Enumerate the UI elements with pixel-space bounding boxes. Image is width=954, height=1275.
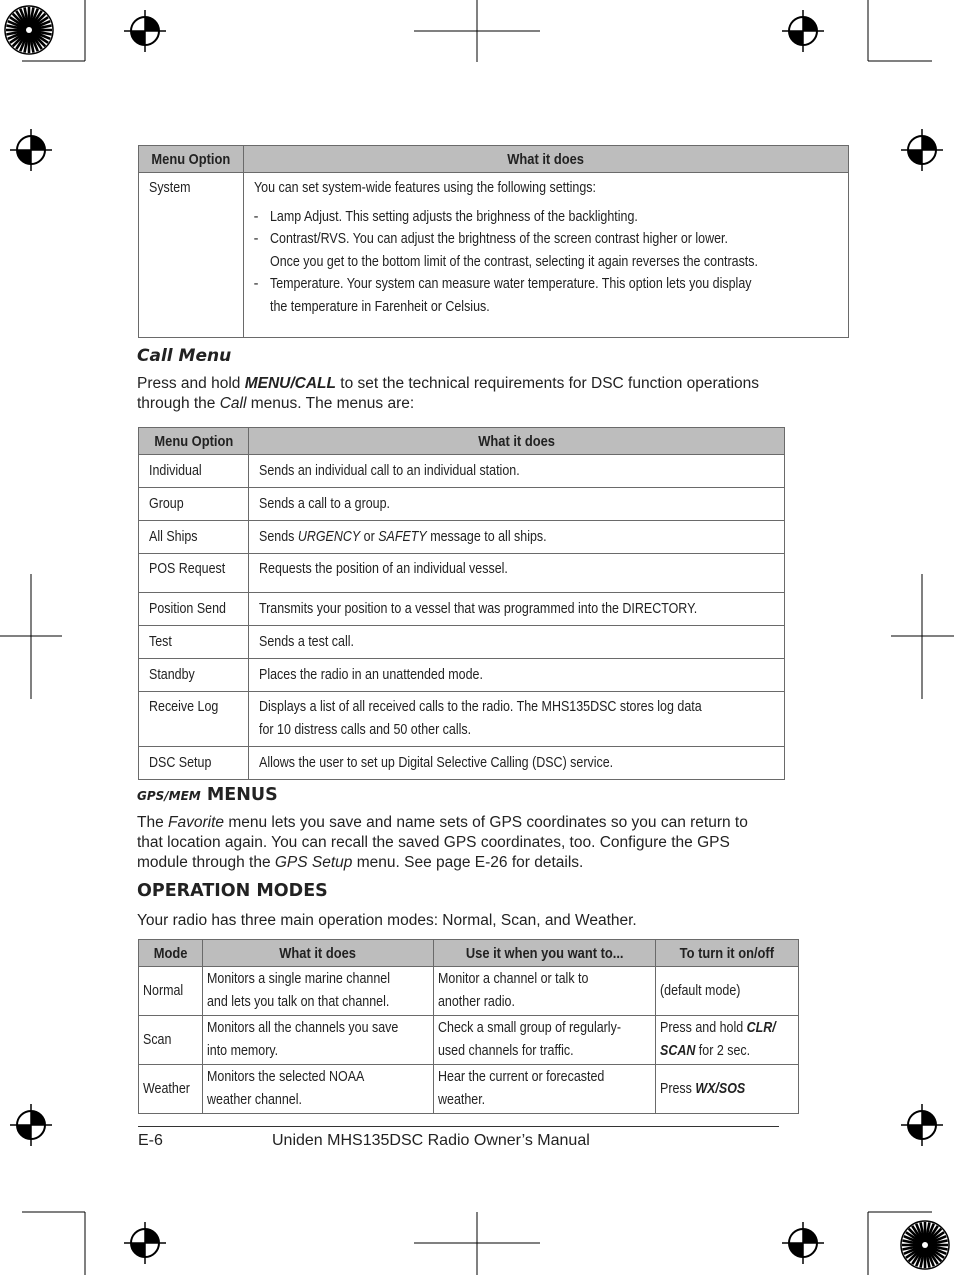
manual-title: Uniden MHS135DSC Radio Owner’s Manual xyxy=(272,1132,590,1149)
option-cell: Test xyxy=(139,626,249,659)
operation-modes-paragraph: Your radio has three main operation modes: Normal, Scan, and Weather. xyxy=(137,912,637,929)
table-row xyxy=(139,521,785,554)
description-cell: Transmits your position to a vessel that was programmed into the DIRECTORY. xyxy=(249,593,785,626)
table-row xyxy=(139,1065,799,1114)
turn-cell: Press WX/SOS xyxy=(655,1065,799,1114)
does-cell: Monitors the selected NOAA weather channel. xyxy=(202,1065,433,1114)
description-cell: Displays a list of all received calls to the radio. The MHS135DSC stores log data for 10 distress calls and 50 other calls. xyxy=(249,692,785,747)
description-cell: Sends an individual call to an individual station. xyxy=(249,455,785,488)
page-number: E-6 xyxy=(138,1132,163,1149)
description-cell: Allows the user to set up Digital Selective Calling (DSC) service. xyxy=(249,747,785,780)
use-cell: Hear the current or forecasted weather. xyxy=(434,1065,656,1114)
table-row xyxy=(139,967,799,1016)
operation-modes-heading: OPERATION MODES xyxy=(137,881,328,901)
list-item: - Lamp Adjust. This setting adjusts the brighness of the backlighting. xyxy=(254,206,838,229)
list-item: - Contrast/RVS. You can adjust the brightness of the screen contrast higher or lower. Once you get to the bottom limit of the contrast, selecting it again reverses the contrasts. xyxy=(254,228,838,273)
table-header-row xyxy=(139,940,799,967)
table-row xyxy=(139,626,785,659)
table-row xyxy=(139,554,785,593)
table-row xyxy=(139,455,785,488)
table-header-row xyxy=(139,146,849,173)
option-cell: Receive Log xyxy=(139,692,249,747)
col-header-turn-on-off: To turn it on/off xyxy=(655,940,799,967)
option-cell: POS Request xyxy=(139,554,249,593)
col-header-menu-option: Menu Option xyxy=(139,428,249,455)
call-menu-paragraph: Press and hold MENU/CALL to set the technical requirements for DSC function operations through the Call menus. The menus are: xyxy=(137,375,760,412)
col-header-what-it-does: What it does xyxy=(243,146,848,173)
col-header-use-it-when: Use it when you want to... xyxy=(434,940,656,967)
mode-cell: Scan xyxy=(139,1016,203,1065)
gps-menus-heading: GPS/MEM MENUS xyxy=(137,785,278,805)
use-cell: Monitor a channel or talk to another radio. xyxy=(434,967,656,1016)
col-header-menu-option: Menu Option xyxy=(139,146,244,173)
list-item: - Temperature. Your system can measure water temperature. This option lets you display the temperature in Farenheit or Celsius. xyxy=(254,273,838,318)
option-cell: All Ships xyxy=(139,521,249,554)
does-cell: Monitors all the channels you save into memory. xyxy=(202,1016,433,1065)
use-cell: Check a small group of regularly- used channels for traffic. xyxy=(434,1016,656,1065)
call-menu-table xyxy=(138,427,785,780)
option-cell: System xyxy=(139,173,244,338)
table-row xyxy=(139,692,785,747)
system-intro: You can set system-wide features using the following settings: xyxy=(253,180,596,196)
col-header-mode: Mode xyxy=(139,940,203,967)
turn-cell: (default mode) xyxy=(655,967,799,1016)
option-cell: Individual xyxy=(139,455,249,488)
description-cell: Requests the position of an individual vessel. xyxy=(249,554,785,593)
call-menu-heading: Call Menu xyxy=(137,346,232,366)
option-cell: DSC Setup xyxy=(139,747,249,780)
option-cell: Position Send xyxy=(139,593,249,626)
col-header-what-it-does: What it does xyxy=(202,940,433,967)
turn-cell: Press and hold CLR/ SCAN for 2 sec. xyxy=(655,1016,799,1065)
operation-modes-table xyxy=(138,939,799,1114)
footer-divider xyxy=(138,1126,779,1127)
mode-cell: Weather xyxy=(139,1065,203,1114)
system-menu-table xyxy=(138,145,849,338)
description-cell: Places the radio in an unattended mode. xyxy=(249,659,785,692)
description-cell xyxy=(243,173,848,338)
does-cell: Monitors a single marine channel and lets you talk on that channel. xyxy=(202,967,433,1016)
table-row xyxy=(139,659,785,692)
table-row xyxy=(139,1016,799,1065)
gps-paragraph: The Favorite menu lets you save and name sets of GPS coordinates so you can return to that location again. You can recall the saved GPS coordinates, too. Configure the GPS module through the GPS Setup menu. See page E-26 for details. xyxy=(137,814,748,871)
table-row xyxy=(139,593,785,626)
table-row xyxy=(139,747,785,780)
mode-cell: Normal xyxy=(139,967,203,1016)
option-cell: Standby xyxy=(139,659,249,692)
table-row xyxy=(139,173,849,338)
description-cell: Sends URGENCY or SAFETY message to all ships. xyxy=(249,521,785,554)
table-row xyxy=(139,488,785,521)
description-cell: Sends a call to a group. xyxy=(249,488,785,521)
description-cell: Sends a test call. xyxy=(249,626,785,659)
table-header-row xyxy=(139,428,785,455)
col-header-what-it-does: What it does xyxy=(249,428,785,455)
option-cell: Group xyxy=(139,488,249,521)
system-settings-list xyxy=(254,206,838,319)
